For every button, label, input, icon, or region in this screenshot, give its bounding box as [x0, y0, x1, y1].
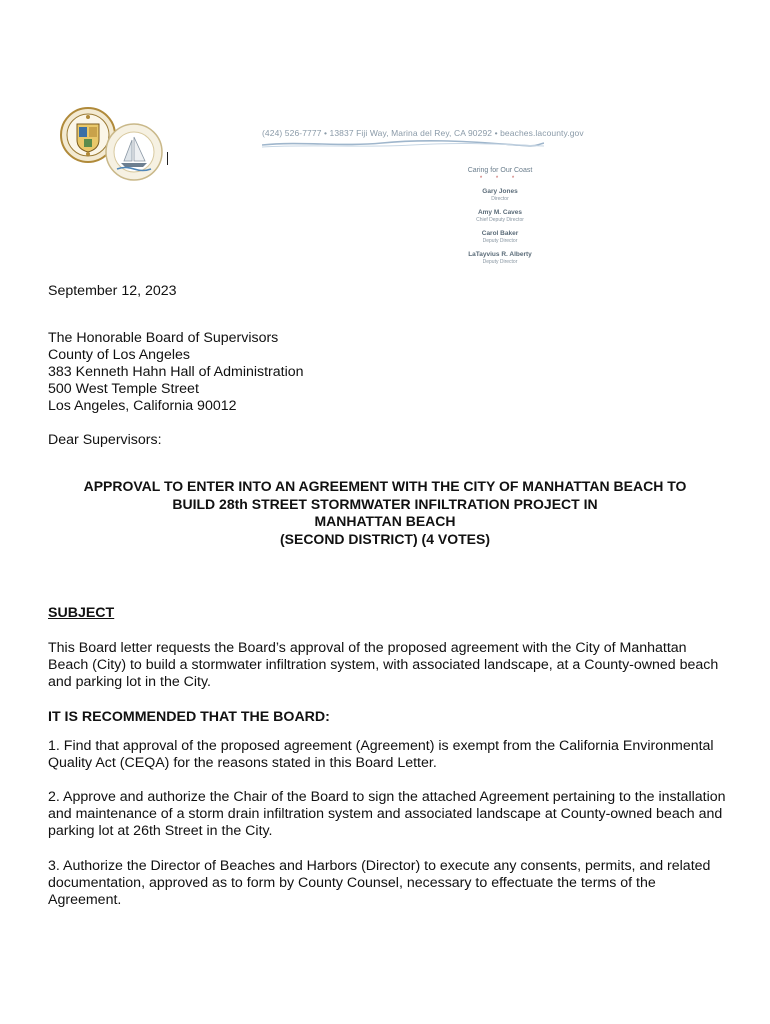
subject-heading: SUBJECT — [48, 605, 115, 621]
letter-title — [40, 478, 730, 548]
salutation: Dear Supervisors: — [48, 432, 162, 448]
star-divider: * * * — [479, 176, 521, 182]
letterhead-contact: (424) 526-7777 • 13837 Fiji Way, Marina del Rey, CA 90292 • beaches.lacounty.gov — [262, 128, 584, 138]
staff-title: Director — [491, 196, 509, 202]
address-line: 500 West Temple Street — [48, 381, 199, 397]
tagline: Caring for Our Coast — [467, 167, 533, 174]
staff-list — [450, 167, 550, 272]
title-line: APPROVAL TO ENTER INTO AN AGREEMENT WITH THE CITY OF MANHATTAN BEACH TO — [83, 478, 687, 494]
title-line: MANHATTAN BEACH — [314, 513, 456, 529]
staff-title: Deputy Director — [482, 238, 518, 244]
staff-member — [450, 230, 550, 244]
recommendation-item: 2. Approve and authorize the Chair of the Board to sign the attached Agreement pertaining to the installation and maintenance of a storm drain infiltration system and associated landscape at County-owned beach and parking lot at 26th Street in the City. — [48, 789, 726, 839]
letter-date: September 12, 2023 — [48, 283, 177, 299]
recipient-address — [48, 330, 304, 415]
staff-member — [450, 209, 550, 223]
address-line: Los Angeles, California 90012 — [48, 398, 237, 414]
staff-name: Amy M. Caves — [477, 209, 523, 216]
staff-member — [450, 188, 550, 202]
recommendation-heading: IT IS RECOMMENDED THAT THE BOARD: — [48, 709, 330, 725]
staff-name: Carol Baker — [481, 230, 519, 237]
beaches-harbors-logo — [105, 123, 163, 181]
recommendation-item: 1. Find that approval of the proposed agreement (Agreement) is exempt from the California Environmental Quality Act (CEQA) for the reasons stated in this Board Letter. — [48, 738, 714, 771]
title-line: (SECOND DISTRICT) (4 VOTES) — [279, 530, 490, 547]
staff-name: LaTayvius R. Alberty — [468, 251, 532, 258]
address-line: The Honorable Board of Supervisors — [48, 330, 279, 346]
wave-divider — [262, 137, 544, 149]
subject-paragraph: This Board letter requests the Board’s approval of the proposed agreement with the City of Manhattan Beach (City) to build a stormwater infiltration system, with associated landscape, at a County-owned beach and parking lot in the City. — [48, 640, 719, 690]
address-line: 383 Kenneth Hahn Hall of Administration — [48, 364, 304, 380]
staff-member — [450, 251, 550, 265]
recommendation-item: 3. Authorize the Director of Beaches and Harbors (Director) to execute any consents, permits, and related documentation, approved as to form by County Counsel, necessary to effectuate the terms of the Agreement. — [48, 858, 711, 908]
address-line: County of Los Angeles — [48, 347, 190, 363]
title-line: BUILD 28th STREET STORMWATER INFILTRATION PROJECT IN — [172, 495, 598, 512]
staff-title: Deputy Director — [482, 259, 518, 265]
staff-name: Gary Jones — [482, 188, 518, 195]
staff-title: Chief Deputy Director — [476, 217, 524, 223]
divider — [167, 152, 168, 165]
